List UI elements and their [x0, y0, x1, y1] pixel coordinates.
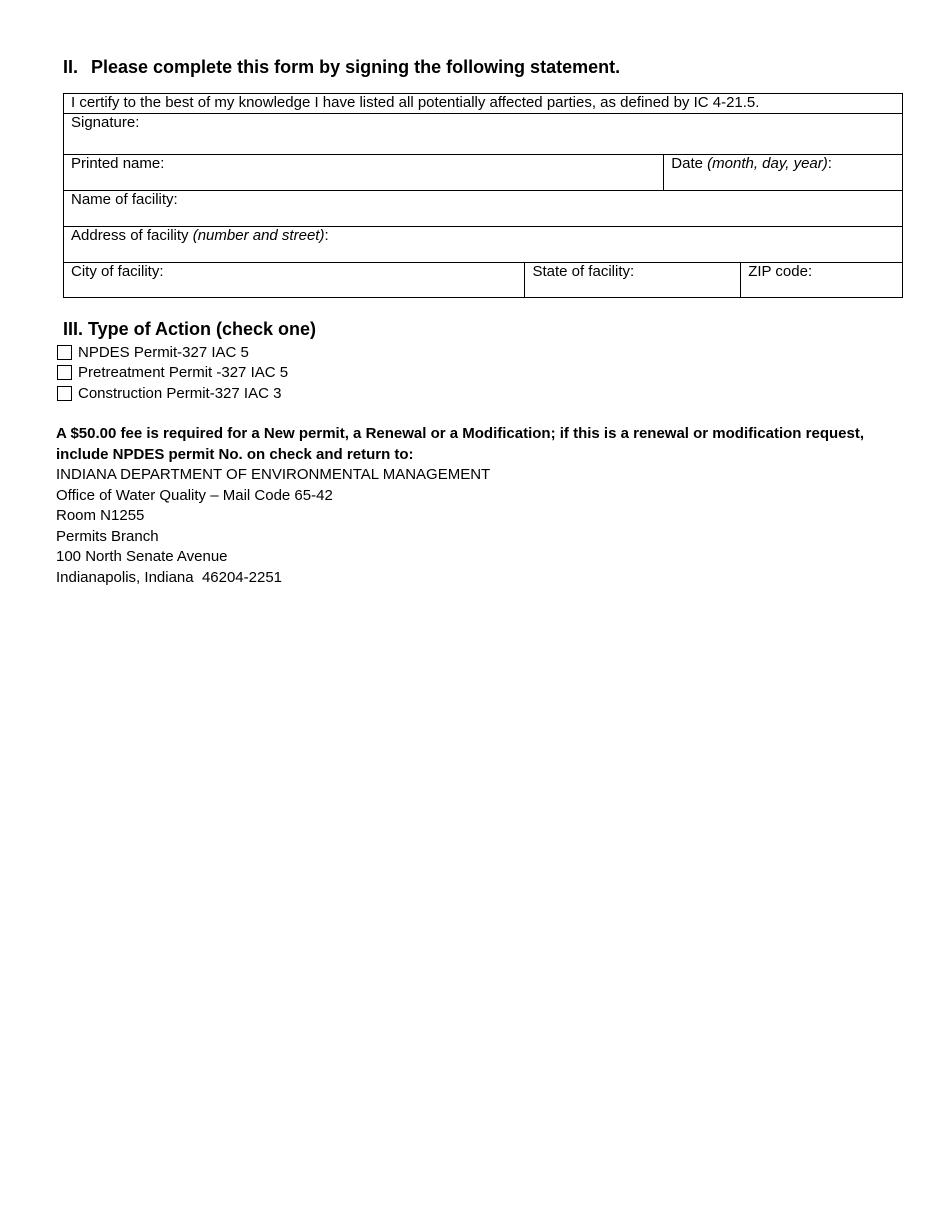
signature-label: Signature: — [71, 114, 140, 131]
npdes-checkbox[interactable] — [57, 345, 72, 360]
city-label: City of facility: — [71, 263, 164, 280]
signature-row — [64, 113, 902, 154]
action-option-npdes[interactable] — [57, 342, 288, 363]
construction-checkbox[interactable] — [57, 386, 72, 401]
date-colon: : — [827, 155, 832, 172]
section-2-title: Please complete this form by signing the following statement. — [91, 57, 621, 77]
mailing-address-line: Indianapolis, Indiana 46204-2251 — [56, 568, 283, 586]
state-label: State of facility: — [532, 263, 635, 280]
action-type-list — [57, 342, 288, 404]
certification-statement: I certify to the best of my knowledge I have listed all potentially affected parties, as defined by IC 4-21.5. — [71, 94, 760, 111]
zip-label: ZIP code: — [748, 263, 813, 280]
facility-address-row — [64, 226, 902, 262]
construction-option-label: Construction Permit-327 IAC 3 — [78, 384, 282, 402]
date-label: Date — [671, 155, 703, 172]
facility-address-field[interactable] — [64, 227, 902, 262]
npdes-option-label: NPDES Permit-327 IAC 5 — [78, 343, 249, 361]
mailing-address-line: 100 North Senate Avenue — [56, 548, 228, 565]
date-hint: (month, day, year) — [707, 155, 828, 172]
printed-name-field[interactable] — [64, 155, 663, 190]
printed-name-row — [64, 154, 902, 190]
facility-name-row — [64, 190, 902, 226]
date-field[interactable] — [663, 155, 902, 190]
action-option-construction[interactable] — [57, 383, 288, 404]
facility-name-field[interactable] — [64, 191, 902, 226]
mailing-address-line: INDIANA DEPARTMENT OF ENVIRONMENTAL MANAGEMENT — [56, 466, 491, 483]
pretreatment-checkbox[interactable] — [57, 365, 72, 380]
state-field[interactable] — [524, 263, 740, 297]
section-2-heading — [63, 56, 620, 78]
section-2-number: II. — [63, 57, 79, 77]
facility-name-label: Name of facility: — [71, 191, 178, 208]
section-3-heading: III. Type of Action (check one) — [63, 319, 317, 339]
address-hint: (number and street) — [192, 227, 325, 244]
pretreatment-option-label: Pretreatment Permit -327 IAC 5 — [78, 364, 289, 382]
facility-location-row — [64, 262, 902, 297]
zip-field[interactable] — [740, 263, 902, 297]
mailing-address-line: Permits Branch — [56, 527, 159, 545]
city-field[interactable] — [64, 263, 524, 297]
certification-statement-row — [64, 94, 902, 113]
certification-table — [63, 93, 903, 298]
fee-note: A $50.00 fee is required for a New permit, a Renewal or a Modification; if this is a renewal or modification request, include NPDES permit No. on check and return to: — [56, 425, 864, 463]
printed-name-label: Printed name: — [71, 155, 165, 172]
mailing-address-line: Office of Water Quality – Mail Code 65-42 — [56, 486, 333, 504]
address-label: Address of facility — [71, 227, 189, 244]
action-option-pretreatment[interactable] — [57, 363, 288, 384]
signature-field[interactable] — [64, 114, 902, 154]
mailing-address-line: Room N1255 — [56, 507, 145, 524]
address-colon: : — [324, 227, 329, 244]
fee-instructions — [56, 424, 906, 588]
